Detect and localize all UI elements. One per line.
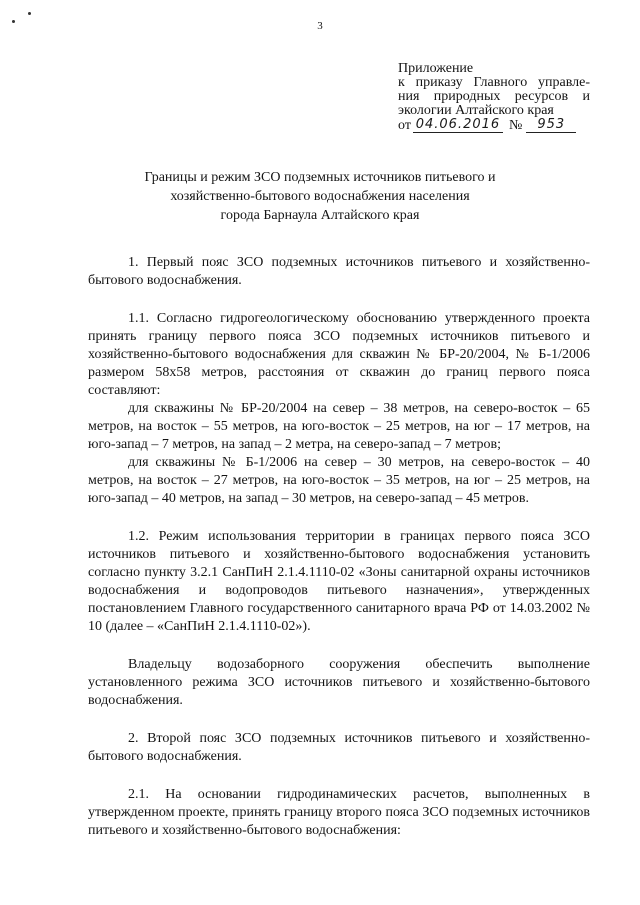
section-2-heading: 2. Второй пояс ЗСО подземных источников питьевого и хозяйственно-бытового водоснабжения. [88, 731, 590, 764]
title-line: Границы и режим ЗСО подземных источников питьевого и [144, 170, 496, 185]
appendix-label: Приложение [398, 61, 474, 76]
paragraph-1-2: 1.2. Режим использования территории в границах первого пояса ЗСО источников питьевого и хозяйственно-бытового водоснабжения установить согласно пункту 3.2.1 СанПиН 2.1.4.1110-02 «Зоны санитарной охраны источников водоснабжения и водопроводов питьевого назначения», утвержденных постановлением Главного государственного санитарного врача РФ от 14.03.2002 № 10 (далее – «СанПиН 2.1.4.1110-02»). [88, 529, 590, 634]
document-title [100, 168, 540, 225]
title-line: хозяйственно-бытового водоснабжения населения [170, 189, 470, 204]
owner-obligation: Владельцу водозаборного сооружения обеспечить выполнение установленного режима ЗСО источников питьевого и хозяйственно-бытового водоснабжения. [88, 657, 590, 708]
paragraph-1-1: 1.1. Согласно гидрогеологическому обоснованию утвержденного проекта принять границу первого пояса ЗСО подземных источников питьевого и хозяйственно-бытового водоснабжения для скважин № БР-20/2004, № Б-1/2006 размером 58х58 метров, расстояния от скважин до границ первого пояса составляют: [88, 311, 590, 398]
page-number: 3 [317, 20, 323, 32]
from-label: от [398, 118, 411, 133]
number-label: № [508, 118, 523, 133]
appendix-header [398, 62, 590, 133]
order-date-number [398, 118, 590, 133]
section-1-heading: 1. Первый пояс ЗСО подземных источников питьевого и хозяйственно-бытового водоснабжения. [88, 255, 590, 288]
appendix-line: к приказу Главного управле- [398, 75, 590, 90]
scan-speck [28, 12, 31, 15]
appendix-line: ния природных ресурсов и [398, 89, 590, 104]
well-b-1-2006-distances: для скважины № Б-1/2006 на север – 30 метров, на северо-восток – 40 метров, на восток – 27 метров, на юго-восток – 35 метров, на юг – 25 метров, на юго-запад – 40 метров, на запад – 30 метров, на северо-запад – 45 метров. [88, 455, 590, 506]
well-br-20-2004-distances: для скважины № БР-20/2004 на север – 38 метров, на северо-восток – 65 метров, на восток – 55 метров, на юго-восток – 25 метров, на юг – 17 метров, на юго-запад – 7 метров, на запад – 2 метра, на северо-запад – 7 метров; [88, 401, 590, 452]
document-body [88, 254, 590, 840]
title-line: города Барнаула Алтайского края [220, 208, 420, 223]
paragraph-2-1: 2.1. На основании гидродинамических расчетов, выполненных в утвержденном проекте, принять границу второго пояса ЗСО подземных источников питьевого и хозяйственно-бытового водоснабжения: [88, 787, 590, 838]
handwritten-date: 04.06.2016 [413, 118, 503, 133]
handwritten-number: 953 [526, 118, 576, 133]
appendix-line: экологии Алтайского края [398, 103, 554, 118]
